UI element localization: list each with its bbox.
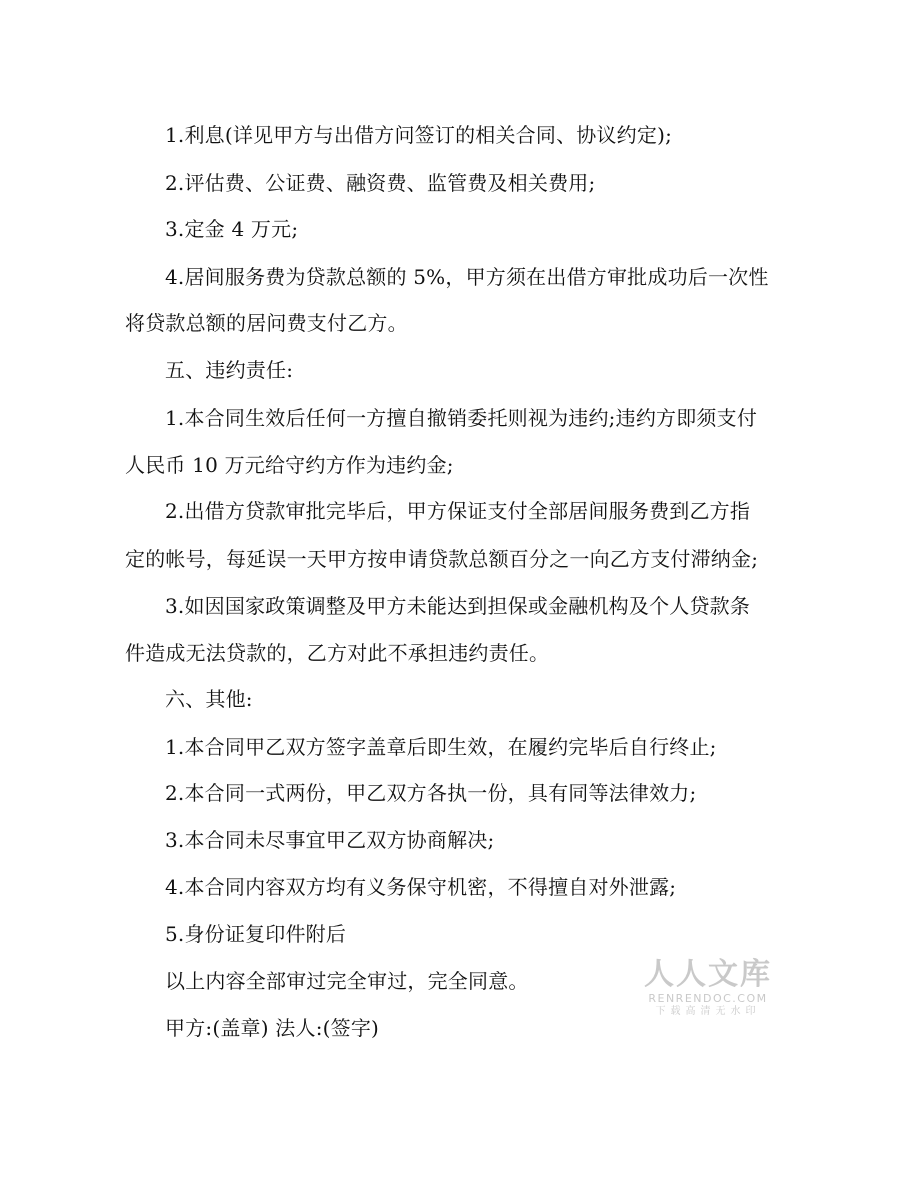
section-heading-other: 六、其他: <box>165 687 253 711</box>
clause-deposit: 3.定金 4 万元; <box>165 217 299 241</box>
other-clause2: 2.本合同一式两份，甲乙双方各执一份，具有同等法律效力; <box>165 781 697 805</box>
clause-interest: 1.利息(详见甲方与出借方问签订的相关合同、协议约定); <box>165 123 673 147</box>
breach-clause2-line2: 定的帐号，每延误一天甲方按申请贷款总额百分之一向乙方支付滞纳金; <box>125 547 759 571</box>
other-clause1: 1.本合同甲乙双方签字盖章后即生效，在履约完毕后自行终止; <box>165 735 717 759</box>
section-heading-breach: 五、违约责任: <box>165 358 294 382</box>
breach-clause1-line1: 1.本合同生效后任何一方擅自撤销委托则视为违约;违约方即须支付 <box>165 406 758 430</box>
watermark-domain: RENRENDOC.COM <box>648 992 768 1005</box>
other-clause3: 3.本合同未尽事宜甲乙双方协商解决; <box>165 828 495 852</box>
clause-fees: 2.评估费、公证费、融资费、监管费及相关费用; <box>165 171 596 195</box>
signature-line: 甲方:(盖章) 法人:(签字) <box>165 1016 380 1040</box>
breach-clause3-line1: 3.如因国家政策调整及甲方未能达到担保或金融机构及个人贷款条 <box>165 594 751 618</box>
clause-service-fee-line2: 将贷款总额的居问费支付乙方。 <box>125 311 408 335</box>
watermark-tagline: 下载高清无水印 <box>655 1006 761 1017</box>
clause-service-fee-line1: 4.居间服务费为贷款总额的 5%，甲方须在出借方审批成功后一次性 <box>165 265 769 289</box>
other-clause4: 4.本合同内容双方均有义务保守机密，不得擅自对外泄露; <box>165 875 677 899</box>
other-clause5: 5.身份证复印件附后 <box>165 922 347 946</box>
breach-clause2-line1: 2.出借方贷款审批完毕后，甲方保证支付全部居间服务费到乙方指 <box>165 499 751 523</box>
agreement-statement: 以上内容全部审过完全审过，完全同意。 <box>165 969 529 993</box>
watermark-logo <box>643 958 773 1018</box>
watermark-title: 人人文库 <box>644 957 772 992</box>
breach-clause3-line2: 件造成无法贷款的，乙方对此不承担违约责任。 <box>125 641 550 665</box>
breach-clause1-line2: 人民币 10 万元给守约方作为违约金; <box>125 453 454 477</box>
